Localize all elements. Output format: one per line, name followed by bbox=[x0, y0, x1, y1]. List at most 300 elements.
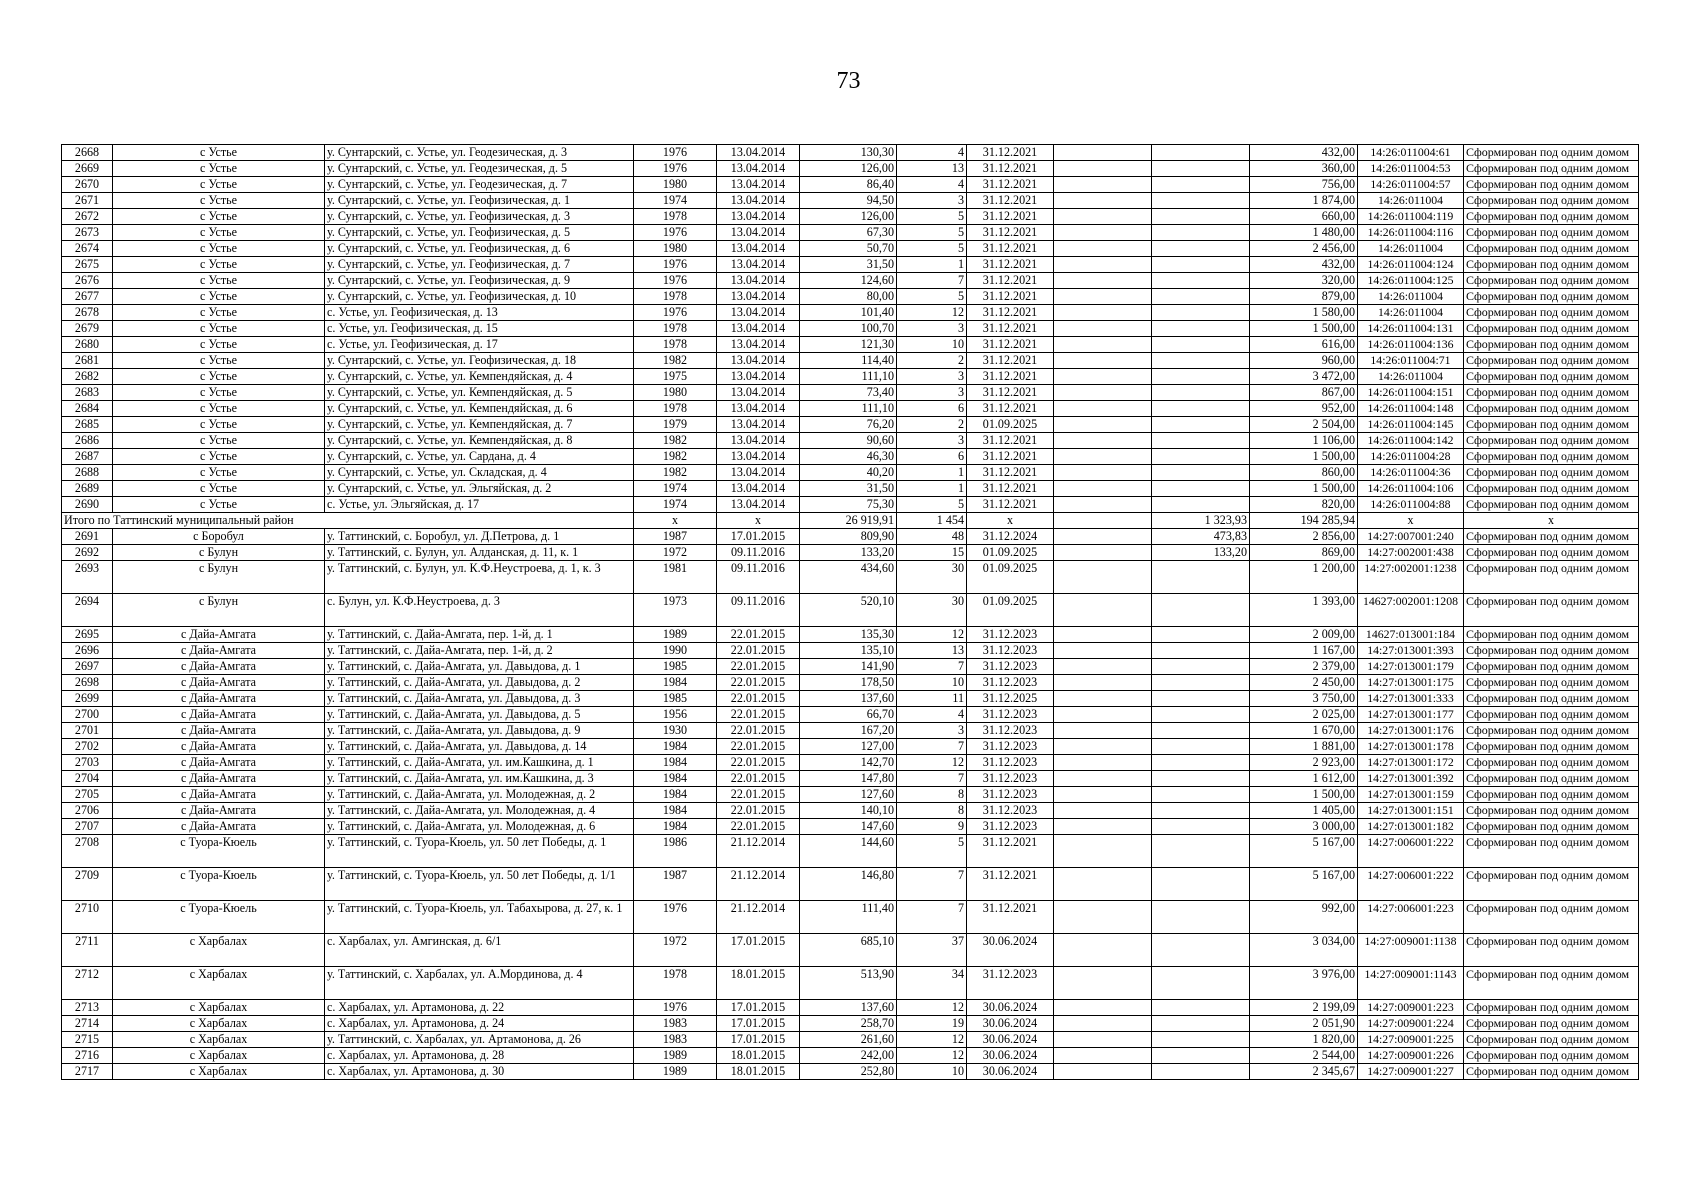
cell-settlement: с Устье bbox=[113, 289, 325, 305]
cell-year-built: 1978 bbox=[634, 337, 717, 353]
cell-address: у. Сунтарский, с. Устье, ул. Геофизическая, д. 6 bbox=[325, 241, 634, 257]
cell-land-area: 756,00 bbox=[1250, 177, 1358, 193]
table-row bbox=[62, 659, 1639, 675]
cell-land-area: 1 820,00 bbox=[1250, 1032, 1358, 1048]
table-row bbox=[62, 643, 1639, 659]
cell-total-area: 126,00 bbox=[800, 161, 897, 177]
cell-land-status: Сформирован под одним домом bbox=[1464, 1064, 1639, 1080]
cell-resettlement-term: 31.12.2021 bbox=[967, 145, 1054, 161]
total-col-9 bbox=[1054, 513, 1152, 529]
cell-resettlement-term: 31.12.2021 bbox=[967, 321, 1054, 337]
cell-col-9 bbox=[1054, 659, 1152, 675]
cell-cadastral-number: 14:27:006001:222 bbox=[1358, 835, 1464, 868]
cell-land-area: 2 025,00 bbox=[1250, 707, 1358, 723]
cell-recognition-date: 09.11.2016 bbox=[717, 561, 800, 594]
table-row bbox=[62, 529, 1639, 545]
cell-resettlement-term: 31.12.2023 bbox=[967, 803, 1054, 819]
cell-residents: 10 bbox=[897, 337, 967, 353]
cell-cadastral-number: 14:26:011004:88 bbox=[1358, 497, 1464, 513]
cell-year-built: 1956 bbox=[634, 707, 717, 723]
cell-col-9 bbox=[1054, 1016, 1152, 1032]
cell-col-10 bbox=[1152, 353, 1250, 369]
cell-residents: 34 bbox=[897, 967, 967, 1000]
cell-total-area: 46,30 bbox=[800, 449, 897, 465]
cell-row-number: 2691 bbox=[62, 529, 113, 545]
cell-residents: 5 bbox=[897, 209, 967, 225]
cell-col-10 bbox=[1152, 449, 1250, 465]
cell-settlement: с Устье bbox=[113, 433, 325, 449]
cell-col-9 bbox=[1054, 289, 1152, 305]
cell-year-built: 1980 bbox=[634, 177, 717, 193]
cell-resettlement-term: 01.09.2025 bbox=[967, 545, 1054, 561]
cell-land-area: 5 167,00 bbox=[1250, 868, 1358, 901]
cell-address: у. Сунтарский, с. Устье, ул. Геофизическая, д. 18 bbox=[325, 353, 634, 369]
cell-settlement: с Устье bbox=[113, 353, 325, 369]
cell-year-built: 1979 bbox=[634, 417, 717, 433]
cell-row-number: 2715 bbox=[62, 1032, 113, 1048]
cell-col-9 bbox=[1054, 257, 1152, 273]
cell-address: у. Сунтарский, с. Устье, ул. Геодезическая, д. 3 bbox=[325, 145, 634, 161]
cell-land-area: 2 345,67 bbox=[1250, 1064, 1358, 1080]
cell-col-9 bbox=[1054, 967, 1152, 1000]
cell-col-9 bbox=[1054, 353, 1152, 369]
cell-address: у. Сунтарский, с. Устье, ул. Кемпендяйская, д. 5 bbox=[325, 385, 634, 401]
cell-recognition-date: 13.04.2014 bbox=[717, 193, 800, 209]
cell-row-number: 2668 bbox=[62, 145, 113, 161]
cell-address: с. Харбалах, ул. Артамонова, д. 28 bbox=[325, 1048, 634, 1064]
cell-total-area: 130,30 bbox=[800, 145, 897, 161]
total-label: Итого по Таттинский муниципальный район bbox=[62, 513, 634, 529]
cell-recognition-date: 13.04.2014 bbox=[717, 401, 800, 417]
cell-recognition-date: 22.01.2015 bbox=[717, 787, 800, 803]
housing-register-table bbox=[61, 144, 1639, 1080]
cell-total-area: 73,40 bbox=[800, 385, 897, 401]
cell-land-status: Сформирован под одним домом bbox=[1464, 739, 1639, 755]
cell-row-number: 2700 bbox=[62, 707, 113, 723]
cell-resettlement-term: 31.12.2021 bbox=[967, 481, 1054, 497]
cell-col-10 bbox=[1152, 161, 1250, 177]
cell-cadastral-number: 14:27:006001:223 bbox=[1358, 901, 1464, 934]
cell-col-9 bbox=[1054, 273, 1152, 289]
cell-address: у. Таттинский, с. Туора-Кюель, ул. 50 лет Победы, д. 1/1 bbox=[325, 868, 634, 901]
cell-land-status: Сформирован под одним домом bbox=[1464, 225, 1639, 241]
cell-resettlement-term: 31.12.2021 bbox=[967, 273, 1054, 289]
cell-col-9 bbox=[1054, 627, 1152, 643]
cell-recognition-date: 22.01.2015 bbox=[717, 691, 800, 707]
cell-land-status: Сформирован под одним домом bbox=[1464, 529, 1639, 545]
cell-address: у. Таттинский, с. Дайа-Амгата, пер. 1-й, д. 1 bbox=[325, 627, 634, 643]
cell-residents: 12 bbox=[897, 305, 967, 321]
cell-total-area: 144,60 bbox=[800, 835, 897, 868]
cell-year-built: 1984 bbox=[634, 771, 717, 787]
cell-row-number: 2678 bbox=[62, 305, 113, 321]
cell-address: у. Сунтарский, с. Устье, ул. Кемпендяйская, д. 6 bbox=[325, 401, 634, 417]
cell-settlement: с Устье bbox=[113, 337, 325, 353]
cell-resettlement-term: 31.12.2021 bbox=[967, 868, 1054, 901]
cell-year-built: 1974 bbox=[634, 481, 717, 497]
cell-col-10 bbox=[1152, 643, 1250, 659]
cell-land-status: Сформирован под одним домом bbox=[1464, 385, 1639, 401]
cell-col-10 bbox=[1152, 1016, 1250, 1032]
cell-settlement: с Устье bbox=[113, 417, 325, 433]
cell-row-number: 2674 bbox=[62, 241, 113, 257]
cell-land-status: Сформирован под одним домом bbox=[1464, 209, 1639, 225]
cell-recognition-date: 17.01.2015 bbox=[717, 529, 800, 545]
cell-recognition-date: 17.01.2015 bbox=[717, 1016, 800, 1032]
cell-settlement: с Устье bbox=[113, 481, 325, 497]
cell-col-10 bbox=[1152, 868, 1250, 901]
cell-land-area: 2 923,00 bbox=[1250, 755, 1358, 771]
cell-cadastral-number: 14:26:011004:148 bbox=[1358, 401, 1464, 417]
cell-recognition-date: 22.01.2015 bbox=[717, 755, 800, 771]
cell-row-number: 2689 bbox=[62, 481, 113, 497]
cell-year-built: 1973 bbox=[634, 594, 717, 627]
cell-settlement: с Дайа-Амгата bbox=[113, 819, 325, 835]
cell-land-area: 820,00 bbox=[1250, 497, 1358, 513]
cell-col-10 bbox=[1152, 967, 1250, 1000]
cell-land-status: Сформирован под одним домом bbox=[1464, 1000, 1639, 1016]
cell-year-built: 1972 bbox=[634, 934, 717, 967]
cell-settlement: с Булун bbox=[113, 561, 325, 594]
cell-cadastral-number: 14:26:011004:142 bbox=[1358, 433, 1464, 449]
cell-cadastral-number: 14:26:011004 bbox=[1358, 289, 1464, 305]
cell-row-number: 2681 bbox=[62, 353, 113, 369]
cell-land-area: 2 504,00 bbox=[1250, 417, 1358, 433]
cell-cadastral-number: 14:27:013001:393 bbox=[1358, 643, 1464, 659]
cell-total-area: 147,80 bbox=[800, 771, 897, 787]
cell-address: у. Таттинский, с. Дайа-Амгата, ул. им.Кашкина, д. 1 bbox=[325, 755, 634, 771]
cell-col-9 bbox=[1054, 401, 1152, 417]
cell-row-number: 2704 bbox=[62, 771, 113, 787]
cell-recognition-date: 09.11.2016 bbox=[717, 594, 800, 627]
cell-recognition-date: 13.04.2014 bbox=[717, 465, 800, 481]
cell-resettlement-term: 01.09.2025 bbox=[967, 561, 1054, 594]
cell-cadastral-number: 14:26:011004:71 bbox=[1358, 353, 1464, 369]
cell-row-number: 2710 bbox=[62, 901, 113, 934]
cell-total-area: 146,80 bbox=[800, 868, 897, 901]
cell-recognition-date: 17.01.2015 bbox=[717, 1000, 800, 1016]
cell-year-built: 1990 bbox=[634, 643, 717, 659]
cell-settlement: с Булун bbox=[113, 545, 325, 561]
cell-total-area: 520,10 bbox=[800, 594, 897, 627]
cell-col-9 bbox=[1054, 369, 1152, 385]
cell-land-status: Сформирован под одним домом bbox=[1464, 417, 1639, 433]
cell-col-9 bbox=[1054, 1064, 1152, 1080]
cell-land-area: 1 405,00 bbox=[1250, 803, 1358, 819]
cell-land-status: Сформирован под одним домом bbox=[1464, 659, 1639, 675]
total-area: 26 919,91 bbox=[800, 513, 897, 529]
cell-land-status: Сформирован под одним домом bbox=[1464, 289, 1639, 305]
cell-cadastral-number: 14:26:011004 bbox=[1358, 305, 1464, 321]
cell-col-10 bbox=[1152, 723, 1250, 739]
cell-settlement: с Харбалах bbox=[113, 1016, 325, 1032]
cell-cadastral-number: 14:26:011004:151 bbox=[1358, 385, 1464, 401]
cell-residents: 6 bbox=[897, 449, 967, 465]
cell-cadastral-number: 14:27:013001:175 bbox=[1358, 675, 1464, 691]
cell-land-area: 2 009,00 bbox=[1250, 627, 1358, 643]
cell-total-area: 67,30 bbox=[800, 225, 897, 241]
cell-resettlement-term: 31.12.2021 bbox=[967, 401, 1054, 417]
cell-resettlement-term: 01.09.2025 bbox=[967, 594, 1054, 627]
cell-address: у. Сунтарский, с. Устье, ул. Геофизическая, д. 1 bbox=[325, 193, 634, 209]
cell-land-status: Сформирован под одним домом bbox=[1464, 193, 1639, 209]
cell-land-status: Сформирован под одним домом bbox=[1464, 481, 1639, 497]
cell-cadastral-number: 14:27:002001:1238 bbox=[1358, 561, 1464, 594]
cell-col-10 bbox=[1152, 594, 1250, 627]
cell-recognition-date: 22.01.2015 bbox=[717, 675, 800, 691]
cell-col-9 bbox=[1054, 707, 1152, 723]
cell-total-area: 94,50 bbox=[800, 193, 897, 209]
cell-recognition-date: 13.04.2014 bbox=[717, 353, 800, 369]
table-row bbox=[62, 1064, 1639, 1080]
cell-address: с. Булун, ул. К.Ф.Неустроева, д. 3 bbox=[325, 594, 634, 627]
cell-recognition-date: 22.01.2015 bbox=[717, 771, 800, 787]
cell-land-area: 3 000,00 bbox=[1250, 819, 1358, 835]
cell-row-number: 2669 bbox=[62, 161, 113, 177]
cell-total-area: 127,00 bbox=[800, 739, 897, 755]
table-row bbox=[62, 755, 1639, 771]
cell-land-area: 1 480,00 bbox=[1250, 225, 1358, 241]
cell-recognition-date: 21.12.2014 bbox=[717, 901, 800, 934]
table-row bbox=[62, 868, 1639, 901]
cell-recognition-date: 22.01.2015 bbox=[717, 627, 800, 643]
cell-settlement: с Устье bbox=[113, 257, 325, 273]
cell-land-area: 1 500,00 bbox=[1250, 321, 1358, 337]
cell-residents: 7 bbox=[897, 868, 967, 901]
cell-address: у. Сунтарский, с. Устье, ул. Геодезическая, д. 7 bbox=[325, 177, 634, 193]
cell-land-status: Сформирован под одним домом bbox=[1464, 901, 1639, 934]
cell-recognition-date: 13.04.2014 bbox=[717, 209, 800, 225]
cell-residents: 5 bbox=[897, 225, 967, 241]
cell-row-number: 2688 bbox=[62, 465, 113, 481]
cell-address: с. Харбалах, ул. Артамонова, д. 30 bbox=[325, 1064, 634, 1080]
cell-row-number: 2686 bbox=[62, 433, 113, 449]
cell-col-10 bbox=[1152, 835, 1250, 868]
cell-land-area: 1 393,00 bbox=[1250, 594, 1358, 627]
cell-col-9 bbox=[1054, 145, 1152, 161]
cell-resettlement-term: 30.06.2024 bbox=[967, 1032, 1054, 1048]
cell-address: с. Устье, ул. Геофизическая, д. 13 bbox=[325, 305, 634, 321]
cell-resettlement-term: 31.12.2023 bbox=[967, 739, 1054, 755]
cell-residents: 8 bbox=[897, 787, 967, 803]
cell-address: с. Харбалах, ул. Артамонова, д. 24 bbox=[325, 1016, 634, 1032]
cell-land-area: 1 200,00 bbox=[1250, 561, 1358, 594]
cell-settlement: с Харбалах bbox=[113, 1064, 325, 1080]
cell-recognition-date: 18.01.2015 bbox=[717, 967, 800, 1000]
cell-land-area: 879,00 bbox=[1250, 289, 1358, 305]
cell-settlement: с Дайа-Амгата bbox=[113, 723, 325, 739]
cell-resettlement-term: 31.12.2021 bbox=[967, 305, 1054, 321]
cell-recognition-date: 22.01.2015 bbox=[717, 739, 800, 755]
cell-recognition-date: 17.01.2015 bbox=[717, 1032, 800, 1048]
cell-total-area: 31,50 bbox=[800, 257, 897, 273]
cell-land-status: Сформирован под одним домом bbox=[1464, 627, 1639, 643]
cell-settlement: с Харбалах bbox=[113, 934, 325, 967]
cell-col-9 bbox=[1054, 691, 1152, 707]
cell-residents: 10 bbox=[897, 675, 967, 691]
cell-total-area: 40,20 bbox=[800, 465, 897, 481]
cell-col-10 bbox=[1152, 787, 1250, 803]
cell-year-built: 1987 bbox=[634, 868, 717, 901]
cell-col-9 bbox=[1054, 901, 1152, 934]
cell-land-area: 1 500,00 bbox=[1250, 481, 1358, 497]
table-row bbox=[62, 417, 1639, 433]
table-row bbox=[62, 691, 1639, 707]
cell-col-9 bbox=[1054, 481, 1152, 497]
cell-total-area: 135,10 bbox=[800, 643, 897, 659]
cell-cadastral-number: 14:27:009001:223 bbox=[1358, 1000, 1464, 1016]
cell-total-area: 101,40 bbox=[800, 305, 897, 321]
cell-cadastral-number: 14:27:013001:177 bbox=[1358, 707, 1464, 723]
cell-col-10 bbox=[1152, 1000, 1250, 1016]
table-row bbox=[62, 723, 1639, 739]
cell-year-built: 1985 bbox=[634, 659, 717, 675]
cell-resettlement-term: 31.12.2021 bbox=[967, 835, 1054, 868]
cell-resettlement-term: 30.06.2024 bbox=[967, 1016, 1054, 1032]
table-row bbox=[62, 787, 1639, 803]
cell-address: у. Таттинский, с. Дайа-Амгата, ул. Давыдова, д. 2 bbox=[325, 675, 634, 691]
cell-total-area: 75,30 bbox=[800, 497, 897, 513]
cell-col-10 bbox=[1152, 627, 1250, 643]
cell-residents: 4 bbox=[897, 707, 967, 723]
cell-col-10 bbox=[1152, 659, 1250, 675]
cell-row-number: 2670 bbox=[62, 177, 113, 193]
cell-land-status: Сформирован под одним домом bbox=[1464, 675, 1639, 691]
cell-col-9 bbox=[1054, 819, 1152, 835]
table-row bbox=[62, 1000, 1639, 1016]
cell-settlement: с Устье bbox=[113, 193, 325, 209]
table-row bbox=[62, 835, 1639, 868]
cell-col-9 bbox=[1054, 868, 1152, 901]
cell-address: у. Таттинский, с. Булун, ул. К.Ф.Неустроева, д. 1, к. 3 bbox=[325, 561, 634, 594]
cell-land-status: Сформирован под одним домом bbox=[1464, 161, 1639, 177]
cell-land-status: Сформирован под одним домом bbox=[1464, 787, 1639, 803]
cell-col-10 bbox=[1152, 481, 1250, 497]
cell-year-built: 1978 bbox=[634, 321, 717, 337]
cell-address: у. Таттинский, с. Харбалах, ул. А.Мординова, д. 4 bbox=[325, 967, 634, 1000]
cell-col-9 bbox=[1054, 594, 1152, 627]
cell-cadastral-number: 14:27:013001:182 bbox=[1358, 819, 1464, 835]
cell-row-number: 2672 bbox=[62, 209, 113, 225]
cell-col-10 bbox=[1152, 1032, 1250, 1048]
table-row bbox=[62, 545, 1639, 561]
cell-year-built: 1978 bbox=[634, 289, 717, 305]
cell-resettlement-term: 31.12.2021 bbox=[967, 901, 1054, 934]
cell-residents: 12 bbox=[897, 627, 967, 643]
cell-cadastral-number: 14:26:011004:136 bbox=[1358, 337, 1464, 353]
cell-resettlement-term: 31.12.2021 bbox=[967, 177, 1054, 193]
cell-row-number: 2705 bbox=[62, 787, 113, 803]
cell-recognition-date: 22.01.2015 bbox=[717, 803, 800, 819]
cell-col-9 bbox=[1054, 1032, 1152, 1048]
cell-col-10 bbox=[1152, 257, 1250, 273]
cell-resettlement-term: 31.12.2021 bbox=[967, 289, 1054, 305]
cell-land-area: 2 544,00 bbox=[1250, 1048, 1358, 1064]
cell-col-9 bbox=[1054, 1048, 1152, 1064]
cell-residents: 11 bbox=[897, 691, 967, 707]
cell-settlement: с Дайа-Амгата bbox=[113, 675, 325, 691]
cell-residents: 7 bbox=[897, 659, 967, 675]
cell-land-status: Сформирован под одним домом bbox=[1464, 177, 1639, 193]
cell-col-9 bbox=[1054, 675, 1152, 691]
cell-row-number: 2687 bbox=[62, 449, 113, 465]
cell-total-area: 50,70 bbox=[800, 241, 897, 257]
cell-total-area: 86,40 bbox=[800, 177, 897, 193]
cell-residents: 12 bbox=[897, 1000, 967, 1016]
cell-address: у. Таттинский, с. Туора-Кюель, ул. Табахырова, д. 27, к. 1 bbox=[325, 901, 634, 934]
cell-col-9 bbox=[1054, 497, 1152, 513]
cell-total-area: 126,00 bbox=[800, 209, 897, 225]
cell-row-number: 2673 bbox=[62, 225, 113, 241]
cell-col-9 bbox=[1054, 1000, 1152, 1016]
cell-recognition-date: 22.01.2015 bbox=[717, 659, 800, 675]
cell-row-number: 2676 bbox=[62, 273, 113, 289]
cell-row-number: 2675 bbox=[62, 257, 113, 273]
cell-cadastral-number: 14:26:011004:125 bbox=[1358, 273, 1464, 289]
cell-land-area: 867,00 bbox=[1250, 385, 1358, 401]
cell-land-area: 2 051,90 bbox=[1250, 1016, 1358, 1032]
cell-col-9 bbox=[1054, 209, 1152, 225]
cell-col-9 bbox=[1054, 161, 1152, 177]
table-row bbox=[62, 627, 1639, 643]
cell-residents: 12 bbox=[897, 755, 967, 771]
cell-resettlement-term: 31.12.2024 bbox=[967, 529, 1054, 545]
cell-land-status: Сформирован под одним домом bbox=[1464, 934, 1639, 967]
cell-row-number: 2703 bbox=[62, 755, 113, 771]
cell-year-built: 1974 bbox=[634, 497, 717, 513]
cell-total-area: 809,90 bbox=[800, 529, 897, 545]
cell-row-number: 2709 bbox=[62, 868, 113, 901]
cell-settlement: с Харбалах bbox=[113, 1048, 325, 1064]
table-row bbox=[62, 369, 1639, 385]
cell-recognition-date: 13.04.2014 bbox=[717, 257, 800, 273]
cell-row-number: 2693 bbox=[62, 561, 113, 594]
cell-col-10 bbox=[1152, 707, 1250, 723]
cell-recognition-date: 13.04.2014 bbox=[717, 305, 800, 321]
cell-land-area: 869,00 bbox=[1250, 545, 1358, 561]
table-row bbox=[62, 675, 1639, 691]
cell-land-status: Сформирован под одним домом bbox=[1464, 594, 1639, 627]
cell-land-area: 1 580,00 bbox=[1250, 305, 1358, 321]
cell-land-area: 952,00 bbox=[1250, 401, 1358, 417]
cell-row-number: 2683 bbox=[62, 385, 113, 401]
table-row bbox=[62, 241, 1639, 257]
cell-recognition-date: 22.01.2015 bbox=[717, 819, 800, 835]
cell-settlement: с Дайа-Амгата bbox=[113, 643, 325, 659]
cell-recognition-date: 22.01.2015 bbox=[717, 707, 800, 723]
cell-address: у. Сунтарский, с. Устье, ул. Эльгяйская, д. 2 bbox=[325, 481, 634, 497]
cell-col-9 bbox=[1054, 739, 1152, 755]
table-row bbox=[62, 353, 1639, 369]
cell-address: с. Устье, ул. Эльгяйская, д. 17 bbox=[325, 497, 634, 513]
cell-address: у. Таттинский, с. Туора-Кюель, ул. 50 лет Победы, д. 1 bbox=[325, 835, 634, 868]
cell-settlement: с Боробул bbox=[113, 529, 325, 545]
cell-cadastral-number: 14:27:009001:225 bbox=[1358, 1032, 1464, 1048]
cell-col-9 bbox=[1054, 385, 1152, 401]
cell-land-status: Сформирован под одним домом bbox=[1464, 433, 1639, 449]
cell-residents: 12 bbox=[897, 1032, 967, 1048]
cell-settlement: с Устье bbox=[113, 321, 325, 337]
cell-cadastral-number: 14:26:011004:61 bbox=[1358, 145, 1464, 161]
cell-land-status: Сформирован под одним домом bbox=[1464, 967, 1639, 1000]
cell-row-number: 2697 bbox=[62, 659, 113, 675]
cell-recognition-date: 09.11.2016 bbox=[717, 545, 800, 561]
cell-land-status: Сформирован под одним домом bbox=[1464, 691, 1639, 707]
cell-land-area: 320,00 bbox=[1250, 273, 1358, 289]
table-row bbox=[62, 177, 1639, 193]
cell-settlement: с Устье bbox=[113, 401, 325, 417]
table-row bbox=[62, 145, 1639, 161]
